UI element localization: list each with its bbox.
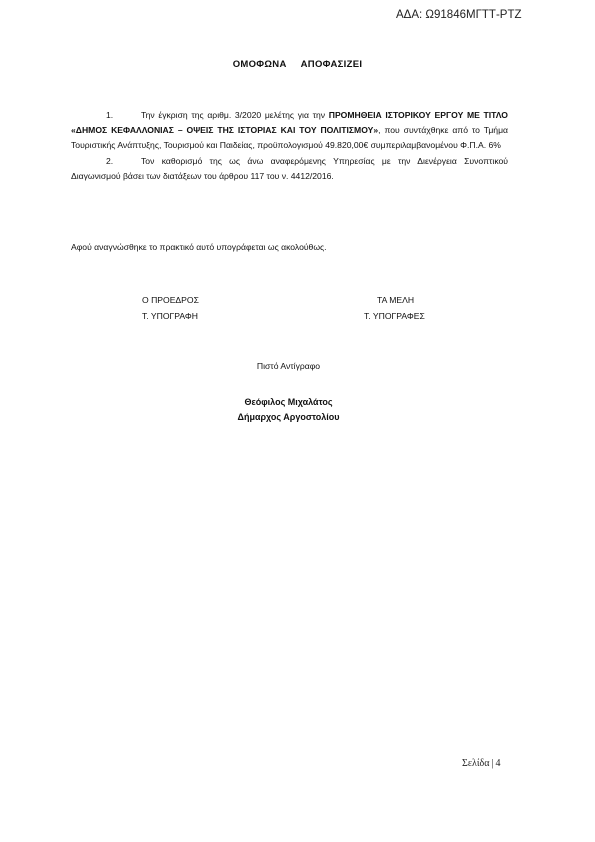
- signature-members: [364, 292, 425, 324]
- item-text: Τον καθορισμό της ως άνω αναφερόμενης Υπηρεσίας με την Διενέργεια Συνοπτικού Διαγωνισμού βάσει των διατάξεων του άρθρου 117 του ν. 4412/2016.: [71, 155, 508, 181]
- page-label: Σελίδα: [462, 758, 490, 769]
- item-bold-title: ΠΡΟΜΗΘΕΙΑ ΙΣΤΟΡΙΚΟΥ ΕΡΓΟΥ ΜΕ ΤΙΤΛΟ «ΔΗΜΟΣ ΚΕΦΑΛΛΟΝΙΑΣ – ΟΨΕΙΣ ΤΗΣ ΙΣΤΟΡΙΑΣ ΚΑΙ ΤΟΥ ΠΟΛΙΤΙΣΜΟΥ»: [71, 110, 508, 136]
- decision-body: [71, 108, 508, 184]
- heading-word-1: ΟΜΟΦΩΝΑ: [232, 59, 287, 70]
- signature-chairman: [142, 292, 199, 324]
- decision-heading: [0, 59, 595, 70]
- signer-name: Θεόφιλος Μιχαλάτος: [244, 397, 333, 407]
- item-text-b: , που συντάχθηκε από το Τμήμα Τουριστικής Ανάπτυξης, Τουρισμού και Παιδείας, προϋπολογισμού 49.820,00€ συμπεριλαμβανομένου Φ.Π.Α. 6%: [71, 125, 508, 151]
- chairman-title: Ο ΠΡΟΕΔΡΟΣ: [142, 295, 199, 305]
- decision-item-2: [71, 154, 508, 184]
- heading-word-2: ΑΠΟΦΑΣΙΖΕΙ: [300, 59, 363, 70]
- closing-sentence: Αφού αναγνώσθηκε το πρακτικό αυτό υπογράφεται ως ακολούθως.: [71, 242, 327, 252]
- page-separator: |: [491, 758, 494, 769]
- true-copy-label: Πιστό Αντίγραφο: [256, 361, 321, 371]
- item-number: 1.: [106, 110, 114, 120]
- members-title: ΤΑ ΜΕΛΗ: [377, 295, 415, 305]
- ada-code: ΑΔΑ: Ω91846ΜΓΤΤ-ΡΤΖ: [396, 9, 522, 21]
- members-signature-note: Τ. ΥΠΟΓΡΑΦΕΣ: [364, 311, 425, 321]
- decision-item-1: [71, 108, 508, 154]
- item-number: 2.: [106, 155, 114, 166]
- signer-block: [0, 395, 577, 425]
- item-text-a: Την έγκριση της αριθμ. 3/2020 μελέτης για την: [141, 110, 329, 120]
- page-number: 4: [495, 758, 501, 769]
- signer-role: Δήμαρχος Αργοστολίου: [237, 412, 340, 422]
- page-number-footer: [462, 758, 501, 769]
- chairman-signature-note: Τ. ΥΠΟΓΡΑΦΗ: [142, 311, 198, 321]
